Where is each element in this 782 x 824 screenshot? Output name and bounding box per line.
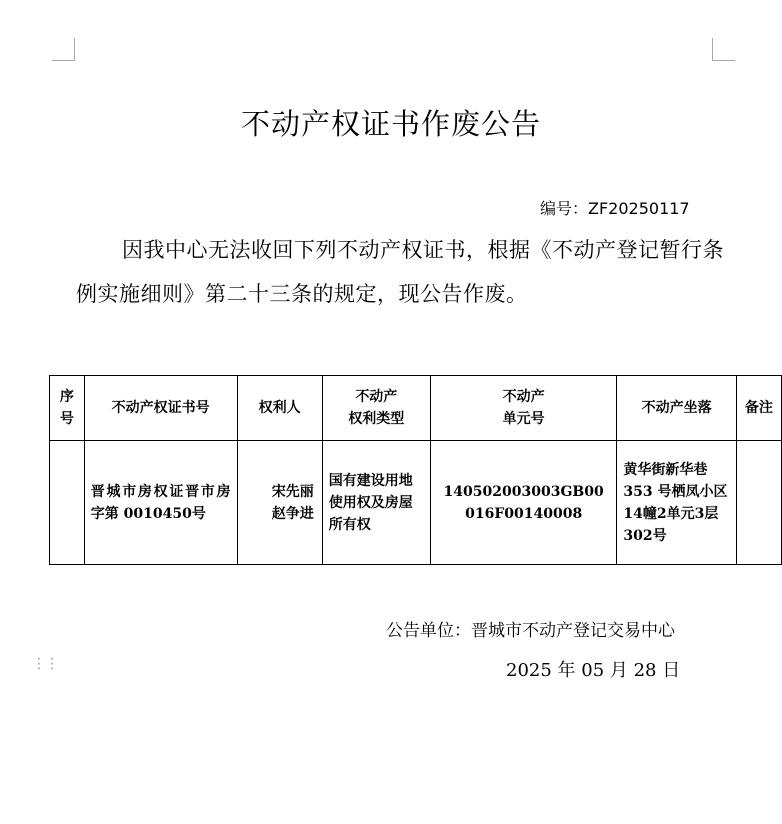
header-location: 不动产坐落 [617, 376, 736, 441]
certificate-table [49, 375, 782, 565]
table-header-row [50, 376, 782, 441]
header-certificate-number: 不动产权证书号 [84, 376, 237, 441]
announcement-paragraph: 因我中心无法收回下列不动产权证书，根据《不动产登记暂行条例实施细则》第二十三条的规定，现公告作废。 [76, 238, 724, 306]
page-corner-mark-top-left [52, 38, 75, 61]
header-remark: 备注 [736, 376, 781, 441]
cell-location: 黄华街新华巷353 号栖凤小区14幢2单元3层302号 [617, 441, 736, 565]
page-corner-mark-top-right [712, 38, 735, 61]
cell-right-type: 国有建设用地使用权及房屋所有权 [322, 441, 430, 565]
cell-remark [736, 441, 781, 565]
cell-owners: 宋先丽 赵争进 [237, 441, 322, 565]
table-row [50, 441, 782, 565]
cell-unit-number: 140502003003GB00016F00140008 [430, 441, 617, 565]
cell-index [50, 441, 85, 565]
document-number: 编号：ZF20250117 [540, 199, 690, 218]
header-index: 序 号 [50, 376, 85, 441]
cell-certificate-number: 晋城市房权证晋市房字第 0010450号 [84, 441, 237, 565]
header-unit-number: 不动产 单元号 [430, 376, 617, 441]
announcement-date: 2025 年 05 月 28 日 [506, 660, 681, 681]
header-owner: 权利人 [237, 376, 322, 441]
announcement-body [76, 228, 726, 316]
issuing-unit: 公告单位：晋城市不动产登记交易中心 [386, 621, 675, 641]
document-title: 不动产权证书作废公告 [240, 107, 541, 141]
drag-handle-icon[interactable]: ⋮⋮ [32, 656, 58, 672]
header-right-type: 不动产 权利类型 [322, 376, 430, 441]
